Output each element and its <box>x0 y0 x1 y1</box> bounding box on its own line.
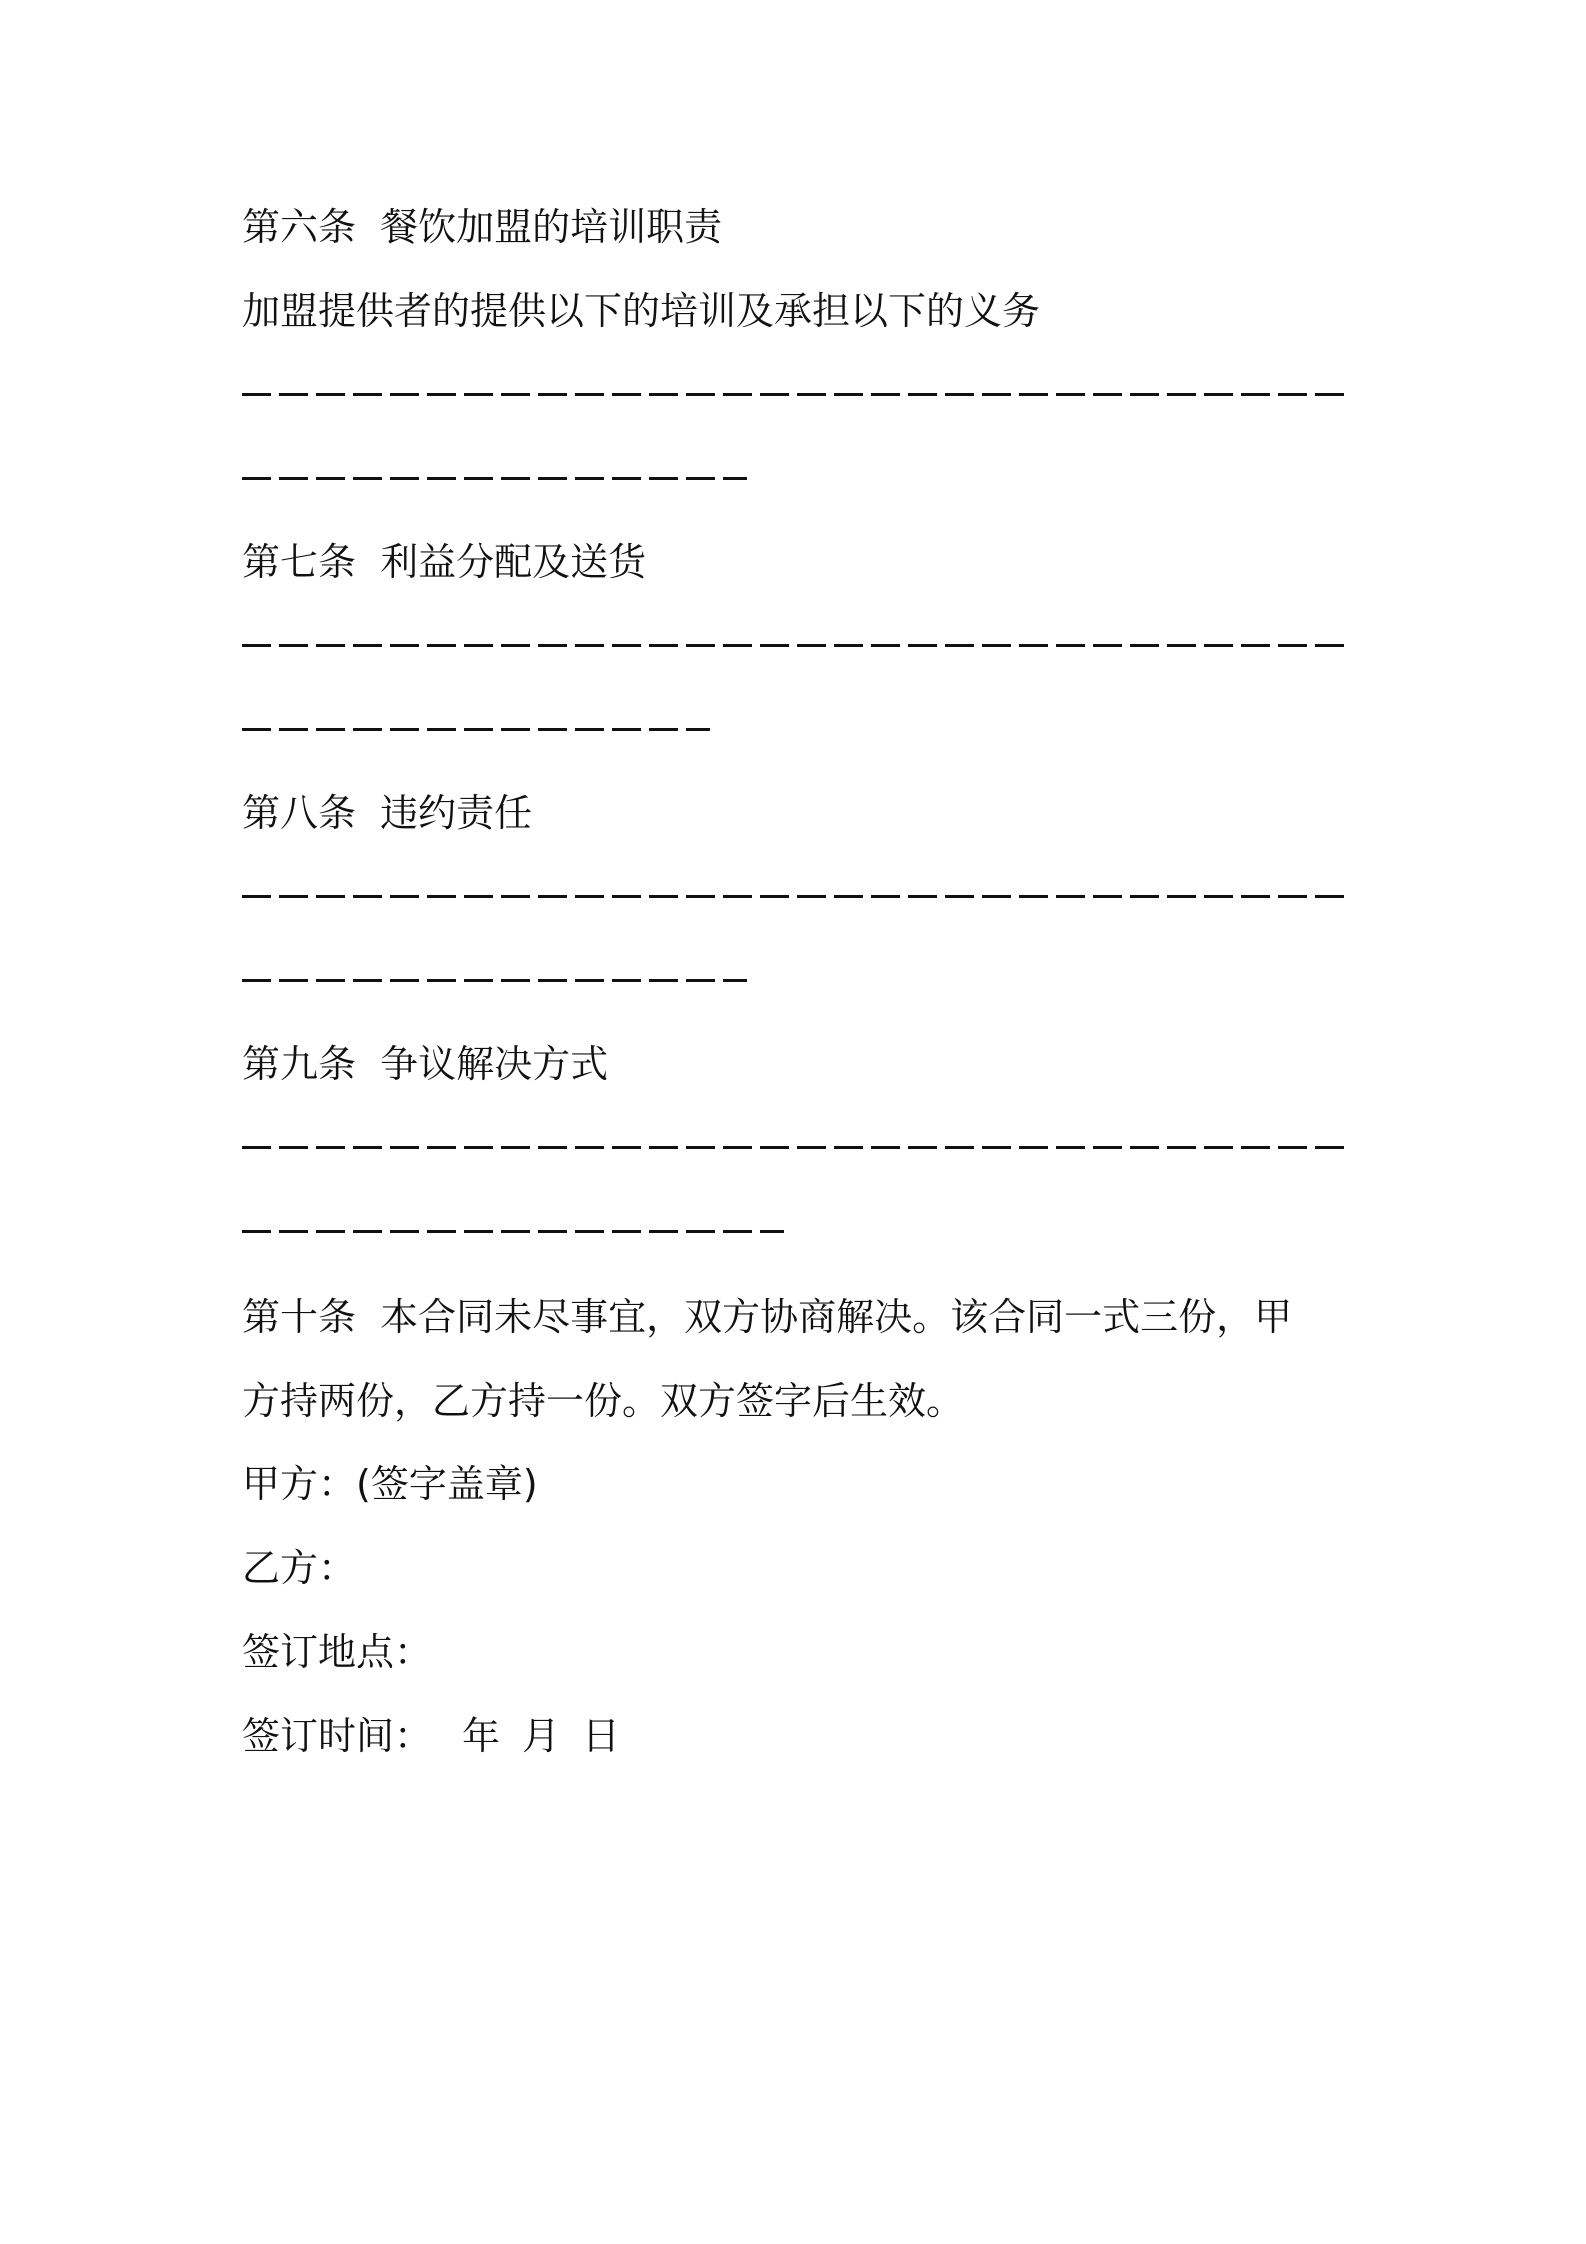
fill-in-blank-line <box>242 1146 1350 1149</box>
signing-year: 年 <box>462 1714 501 1758</box>
article-7-heading: 第七条 利益分配及送货 <box>242 540 647 584</box>
article-8-heading: 第八条 违约责任 <box>242 791 533 835</box>
fill-in-blank-line <box>242 895 1350 898</box>
party-b-signature: 乙方： <box>242 1546 357 1590</box>
fill-in-blank-line <box>242 644 1350 647</box>
fill-in-blank-line <box>242 393 1350 396</box>
article-10-line-1: 第十条 本合同未尽事宜，双方协商解决。该合同一式三份，甲 <box>242 1295 1293 1339</box>
party-a-signature: 甲方：(签字盖章) <box>242 1462 538 1506</box>
article-6-body: 加盟提供者的提供以下的培训及承担以下的义务 <box>242 289 1041 333</box>
fill-in-blank-line <box>242 728 710 731</box>
signing-day: 日 <box>582 1714 621 1758</box>
article-10-line-2: 方持两份，乙方持一份。双方签字后生效。 <box>242 1379 965 1423</box>
article-6-heading: 第六条 餐饮加盟的培训职责 <box>242 205 723 249</box>
signing-time <box>242 1714 621 1758</box>
fill-in-blank-line <box>242 979 747 982</box>
signing-month: 月 <box>522 1714 561 1758</box>
article-9-heading: 第九条 争议解决方式 <box>242 1042 609 1086</box>
fill-in-blank-line <box>242 477 747 480</box>
signing-time-label: 签订时间： <box>242 1714 433 1758</box>
signing-place: 签订地点： <box>242 1630 433 1674</box>
fill-in-blank-line <box>242 1230 784 1233</box>
